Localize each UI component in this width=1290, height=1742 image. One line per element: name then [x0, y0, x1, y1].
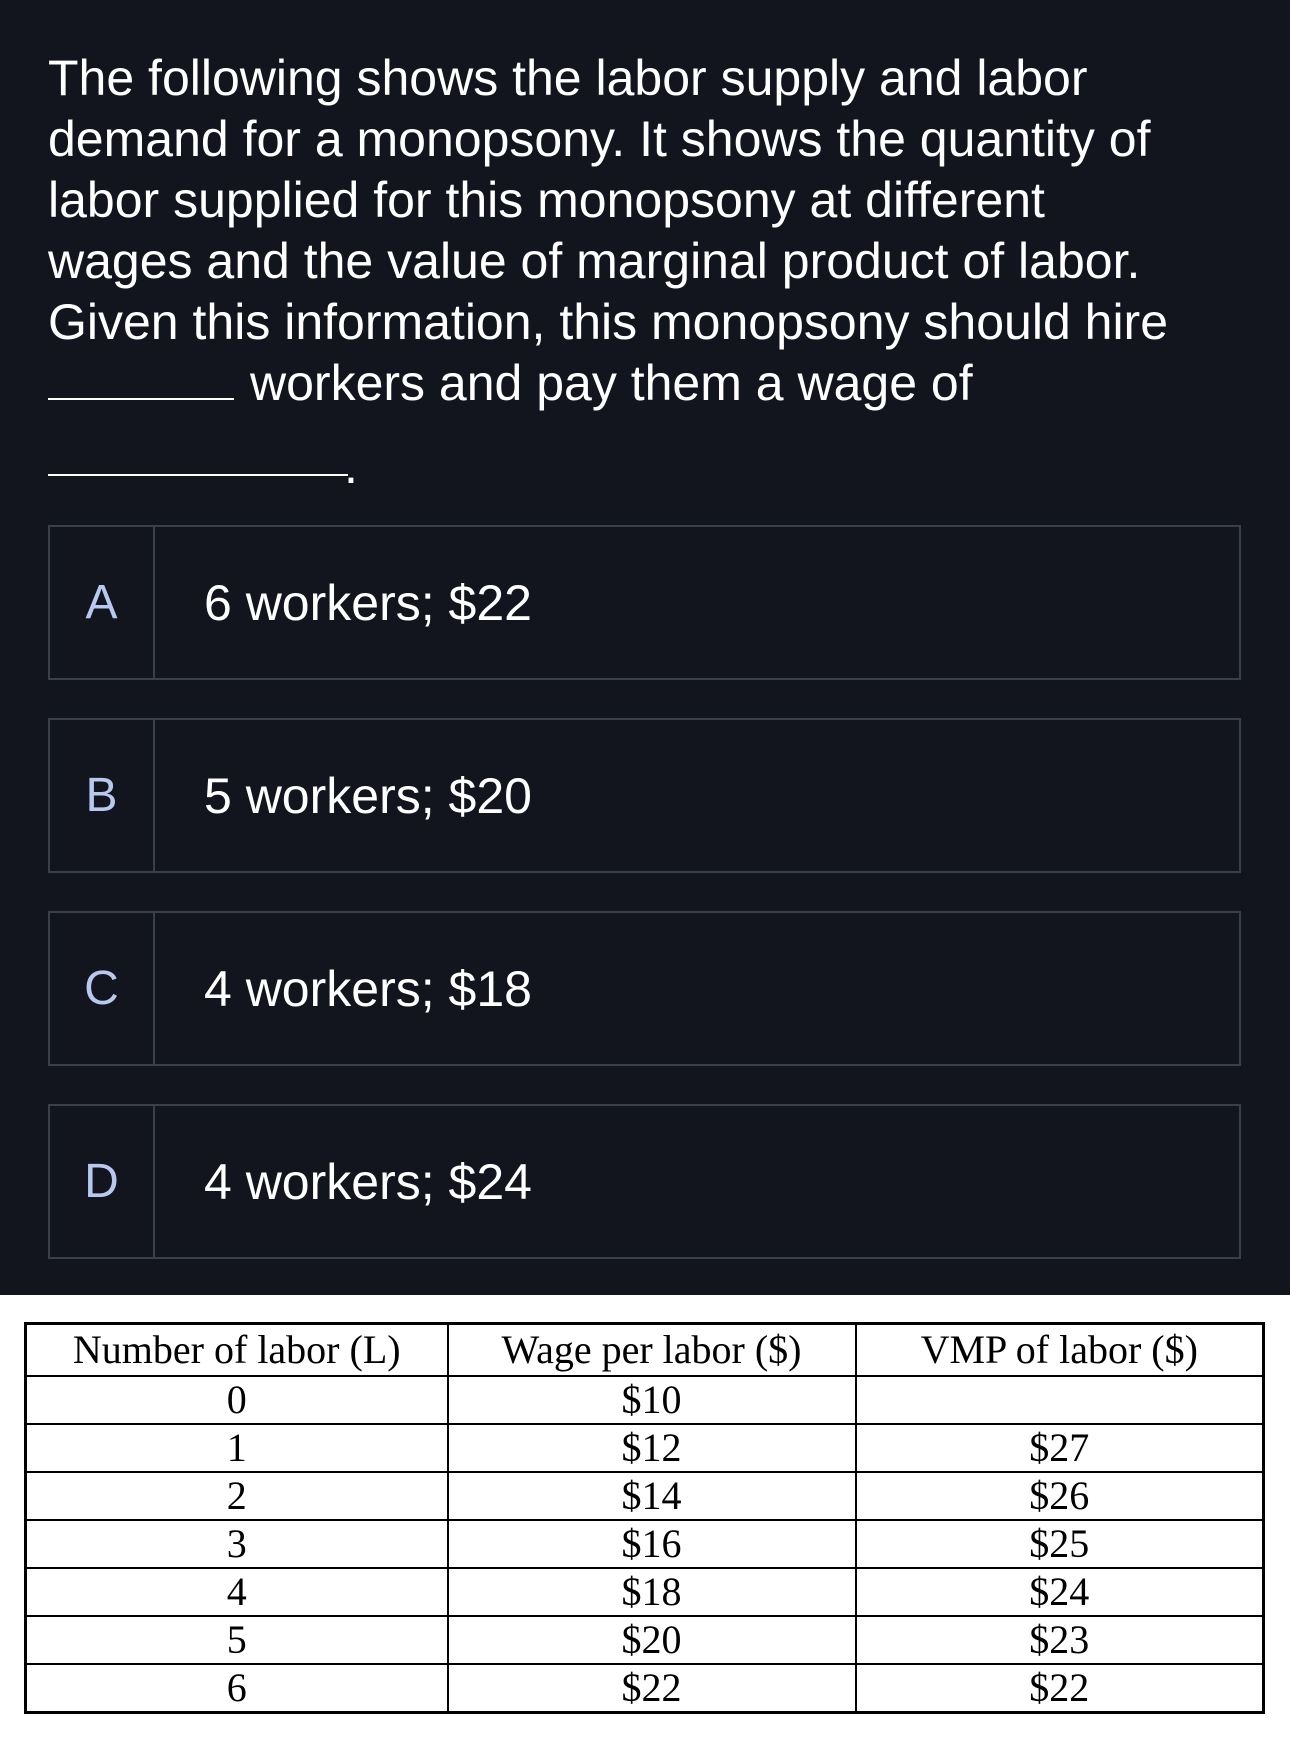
cell-wage: $12	[448, 1424, 856, 1472]
cell-vmp: $26	[856, 1472, 1264, 1520]
answer-blank-workers	[48, 398, 234, 400]
cell-labor: 1	[26, 1424, 448, 1472]
answer-blank-wage	[48, 474, 348, 476]
table-row	[26, 1520, 1264, 1568]
table-row	[26, 1616, 1264, 1664]
option-text: 4 workers; $18	[204, 960, 532, 1017]
cell-wage: $10	[448, 1376, 856, 1424]
cell-wage: $20	[448, 1616, 856, 1664]
question-end-punct: .	[344, 438, 358, 494]
option-a[interactable]	[48, 525, 1241, 680]
option-letter: A	[50, 527, 155, 678]
question-line: labor supplied for this monopsony at different	[48, 172, 1045, 228]
option-d[interactable]	[48, 1104, 1241, 1259]
option-text: 5 workers; $20	[204, 767, 532, 824]
cell-vmp: $23	[856, 1616, 1264, 1664]
table-row	[26, 1376, 1264, 1424]
question-text	[48, 48, 1238, 494]
cell-vmp	[856, 1376, 1264, 1424]
question-line: The following shows the labor supply and labor	[48, 50, 1088, 106]
question-line: Given this information, this monopsony should hire	[48, 294, 1169, 350]
cell-vmp: $25	[856, 1520, 1264, 1568]
question-line: demand for a monopsony. It shows the quantity of	[48, 111, 1151, 167]
option-letter: B	[50, 720, 155, 871]
question-line	[48, 414, 1238, 494]
question-line: wages and the value of marginal product of labor.	[48, 233, 1141, 289]
table-row	[26, 1664, 1264, 1713]
option-letter: C	[50, 913, 155, 1064]
table-row	[26, 1424, 1264, 1472]
cell-labor: 2	[26, 1472, 448, 1520]
cell-wage: $16	[448, 1520, 856, 1568]
header-labor: Number of labor (L)	[26, 1324, 448, 1377]
question-line-text: workers and pay them a wage of	[250, 355, 973, 411]
cell-labor: 3	[26, 1520, 448, 1568]
question-line	[48, 353, 1238, 414]
labor-table	[24, 1322, 1265, 1714]
cell-wage: $18	[448, 1568, 856, 1616]
header-wage: Wage per labor ($)	[448, 1324, 856, 1377]
cell-labor: 4	[26, 1568, 448, 1616]
cell-vmp: $22	[856, 1664, 1264, 1713]
cell-wage: $14	[448, 1472, 856, 1520]
table-row	[26, 1568, 1264, 1616]
cell-wage: $22	[448, 1664, 856, 1713]
labor-table-container	[24, 1322, 1265, 1714]
cell-labor: 6	[26, 1664, 448, 1713]
table-row	[26, 1472, 1264, 1520]
cell-vmp: $24	[856, 1568, 1264, 1616]
option-c[interactable]	[48, 911, 1241, 1066]
cell-labor: 5	[26, 1616, 448, 1664]
option-b[interactable]	[48, 718, 1241, 873]
option-text: 4 workers; $24	[204, 1153, 532, 1210]
cell-labor: 0	[26, 1376, 448, 1424]
option-letter: D	[50, 1106, 155, 1257]
option-text: 6 workers; $22	[204, 574, 532, 631]
header-vmp: VMP of labor ($)	[856, 1324, 1264, 1377]
cell-vmp: $27	[856, 1424, 1264, 1472]
table-header-row	[26, 1324, 1264, 1377]
